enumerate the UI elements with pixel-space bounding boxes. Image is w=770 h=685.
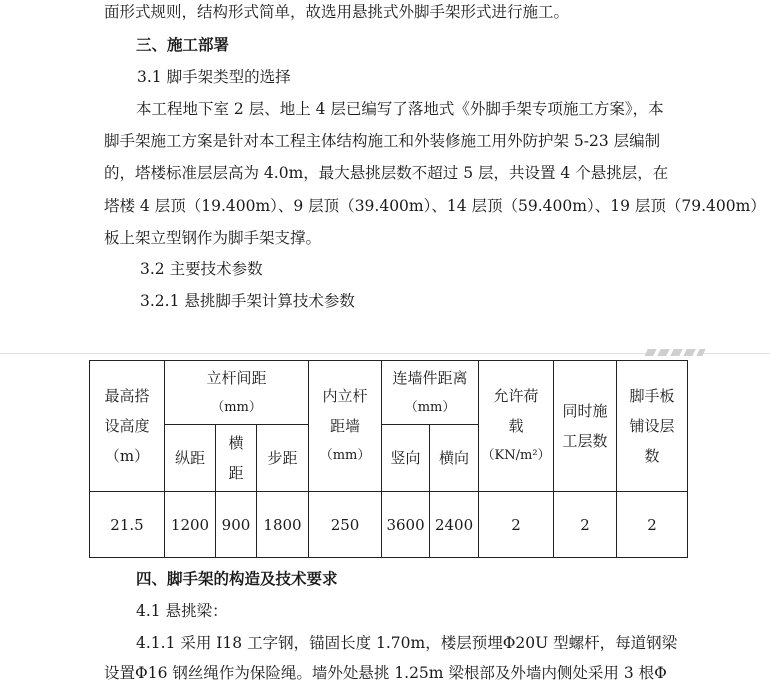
paragraph-line: 脚手架施工方案是针对本工程主体结构施工和外装修施工用外防护架 5-23 层编制 (104, 132, 661, 150)
paragraph-line: 面形式规则，结构形式简单，故选用悬挑式外脚手架形式进行施工。 (104, 3, 570, 21)
header-simultaneous-layers: 同时施 工层数 (554, 361, 617, 492)
paragraph-line: 的，塔楼标准层层高为 4.0m，最大悬挑层数不超过 5 层，共设置 4 个悬挑层，在 (104, 164, 669, 182)
subheading-3-2: 3.2 主要技术参数 (140, 260, 263, 278)
cell-max-height: 21.5 (90, 492, 165, 558)
header-inner-pole-distance: 内立杆 距墙 （mm） (309, 361, 382, 492)
header-wall-tie-distance: 连墙件距离 （mm） (382, 361, 479, 425)
paragraph-line: 塔楼 4 层顶（19.400m）、9 层顶（39.400m）、14 层顶（59.400m）、19 层顶（79.400m） (104, 197, 766, 215)
subheading-4-1: 4.1 悬挑梁： (136, 602, 228, 620)
subheading-3-1: 3.1 脚手架类型的选择 (137, 68, 291, 86)
header-allowable-load: 允许荷 载 （KN/m²） (479, 361, 554, 492)
paragraph-line: 4.1.1 采用 I18 工字钢，锚固长度 1.70m，楼层预埋Φ20U 型螺杆，每道钢梁 (136, 634, 678, 652)
cell-longitudinal: 1200 (165, 492, 216, 558)
page-break-mark (644, 349, 705, 356)
cell-transverse: 900 (216, 492, 257, 558)
cell-inner-distance: 250 (309, 492, 382, 558)
cell-load: 2 (479, 492, 554, 558)
subheading-3-2-1: 3.2.1 悬挑脚手架计算技术参数 (140, 292, 355, 310)
section-3-heading: 三、施工部署 (136, 35, 230, 54)
paragraph-line: 本工程地下室 2 层、地上 4 层已编写了落地式《外脚手架专项施工方案》，本 (136, 100, 664, 118)
paragraph-line: 板上架立型钢作为脚手架支撑。 (104, 229, 322, 247)
paragraph-line: 设置Φ16 钢丝绳作为保险绳。墙外处悬挑 1.25m 梁根部及外墙内侧处采用 3 根Φ (104, 664, 667, 682)
cell-vertical: 3600 (382, 492, 430, 558)
cell-horizontal: 2400 (430, 492, 479, 558)
header-board-layers: 脚手板 铺设层 数 (617, 361, 688, 492)
header-vertical: 竖向 (382, 425, 430, 492)
technical-parameters-table (89, 360, 688, 558)
header-max-height: 最高搭 设高度 （m） (90, 361, 165, 492)
header-horizontal: 横向 (430, 425, 479, 492)
section-4-heading: 四、脚手架的构造及技术要求 (136, 569, 338, 588)
cell-boards: 2 (617, 492, 688, 558)
header-longitudinal: 纵距 (165, 425, 216, 492)
cell-layers: 2 (554, 492, 617, 558)
cell-step: 1800 (257, 492, 309, 558)
header-transverse: 横 距 (216, 425, 257, 492)
header-step: 步距 (257, 425, 309, 492)
header-pole-spacing: 立杆间距 （mm） (165, 361, 309, 425)
